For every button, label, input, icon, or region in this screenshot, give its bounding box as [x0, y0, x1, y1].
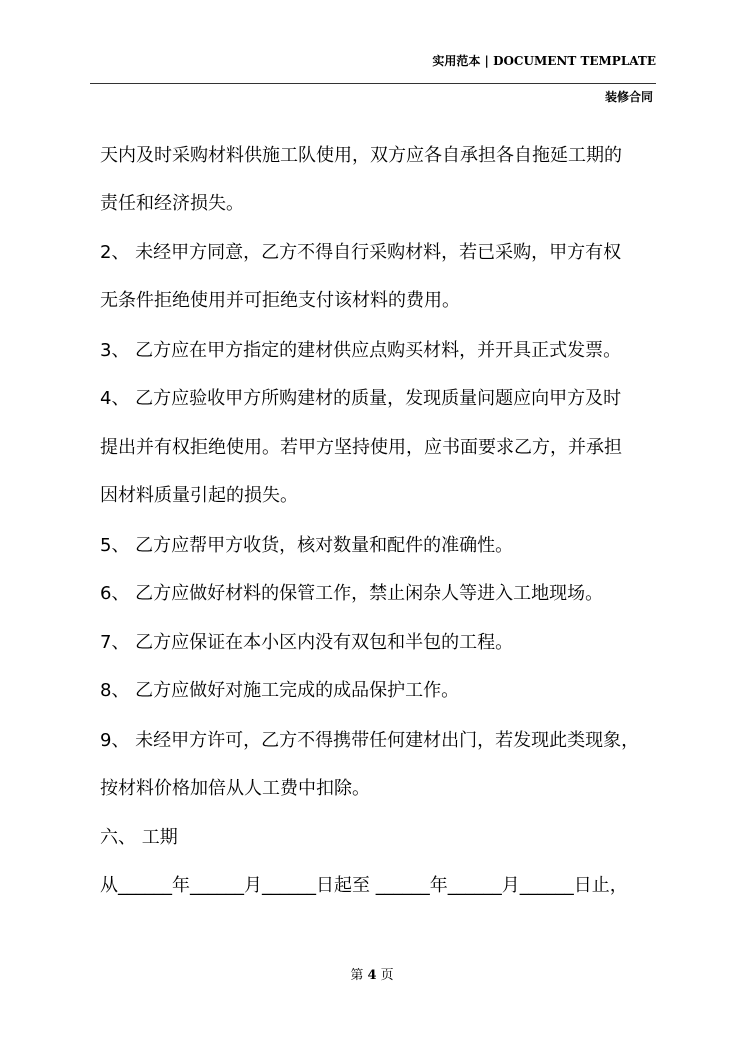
header-subtitle: 装修合同: [604, 90, 653, 104]
body-line: 2、 未经甲方同意，乙方不得自行采购材料，若已采购，甲方有权: [100, 242, 622, 263]
body-line: 天内及时采购材料供施工队使用，双方应各自承担各自拖延工期的: [100, 145, 622, 166]
body-line: 4、 乙方应验收甲方所购建材的质量，发现质量问题应向甲方及时: [100, 388, 622, 409]
page-footer: [0, 964, 744, 983]
header-divider: [90, 83, 656, 84]
body-line: 无条件拒绝使用并可拒绝支付该材料的费用。: [100, 290, 460, 311]
body-line: 5、 乙方应帮甲方收货，核对数量和配件的准确性。: [100, 535, 514, 556]
body-line: 按材料价格加倍从人工费中扣除。: [100, 778, 370, 799]
section-heading: 六、 工期: [100, 827, 178, 848]
body-line: 责任和经济损失。: [100, 193, 244, 214]
header-title: 实用范本 | DOCUMENT TEMPLATE: [432, 54, 656, 68]
footer-suffix: 页: [380, 968, 394, 983]
body-line: 3、 乙方应在甲方指定的建材供应点购买材料，并开具正式发票。: [100, 340, 622, 361]
footer-prefix: 第: [350, 968, 364, 983]
page-number: 4: [367, 968, 377, 983]
body-line: 提出并有权拒绝使用。若甲方坚持使用，应书面要求乙方，并承担: [100, 437, 622, 458]
body-line: 7、 乙方应保证在本小区内没有双包和半包的工程。: [100, 632, 514, 653]
body-line: 因材料质量引起的损失。: [100, 485, 298, 506]
body-line: 从______年______月______日起至 ______年______月______日止，: [100, 875, 628, 896]
body-line: 6、 乙方应做好材料的保管工作，禁止闲杂人等进入工地现场。: [100, 583, 604, 604]
body-line: 8、 乙方应做好对施工完成的成品保护工作。: [100, 680, 460, 701]
body-line: 9、 未经甲方许可，乙方不得携带任何建材出门，若发现此类现象，: [100, 730, 640, 751]
